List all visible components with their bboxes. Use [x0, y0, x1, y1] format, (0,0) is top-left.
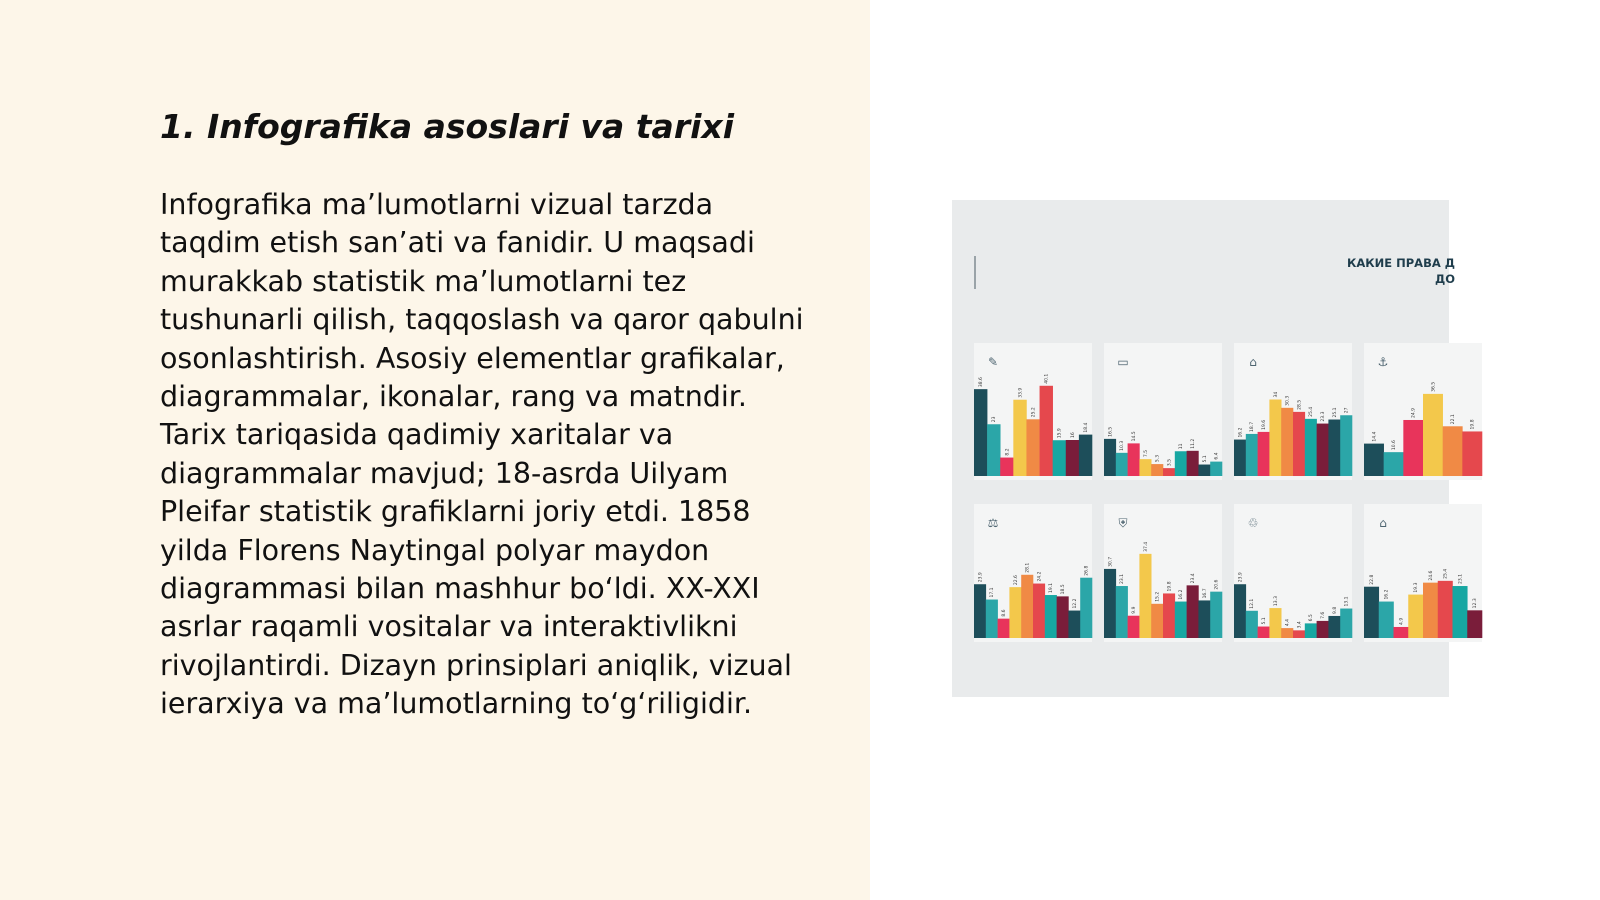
- bar-value-label: 26.8: [1084, 565, 1090, 576]
- infographic-card: [1104, 504, 1222, 642]
- bar-value-label: 25.4: [1443, 568, 1449, 579]
- bar: [1408, 595, 1423, 638]
- bar: [1317, 621, 1329, 638]
- bar: [974, 584, 986, 638]
- bar-value-label: 7.6: [1321, 611, 1326, 619]
- bar: [1187, 451, 1199, 476]
- badge-icon: ▭: [1117, 355, 1129, 369]
- card-bar-chart: [1364, 504, 1482, 642]
- bar-value-label: 9.8: [1332, 606, 1338, 614]
- bar: [1116, 453, 1128, 476]
- bar: [1066, 440, 1079, 476]
- body-line: osonlashtirish. Asosiy elementlar grafikalar,: [160, 341, 785, 375]
- bar: [998, 619, 1010, 638]
- bar: [1281, 408, 1293, 476]
- pension-icon: ⚓: [1377, 355, 1389, 369]
- body-line: diagrammalar, ikonalar, rang va matndir.: [160, 380, 747, 414]
- shield-icon: ⛨: [1118, 516, 1128, 530]
- body-line: asrlar raqamli vositalar va interaktivlikni: [160, 610, 738, 644]
- bar-value-label: 14.4: [1372, 431, 1378, 442]
- infographic-heading-line: КАКИЕ ПРАВА Д: [1346, 256, 1455, 270]
- bar-value-label: 22.1: [1451, 414, 1456, 425]
- bar-value-label: 23: [992, 416, 998, 423]
- bar-value-label: 37.4: [1143, 541, 1149, 552]
- bar-value-label: 13.1: [1344, 596, 1350, 607]
- bar-value-label: 16.5: [1108, 426, 1114, 437]
- bar-value-label: 19.8: [1470, 419, 1476, 430]
- bar: [1187, 585, 1199, 638]
- card-bar-chart: [1104, 343, 1222, 480]
- bar: [1328, 420, 1340, 476]
- bar: [1033, 584, 1045, 638]
- bar-value-label: 6.4: [1214, 452, 1220, 460]
- bar-value-label: 12.2: [1072, 598, 1078, 609]
- bar-value-label: 19.1: [1049, 582, 1055, 594]
- people-icon: ♲: [1247, 516, 1259, 530]
- bar-value-label: 3.4: [1297, 621, 1303, 629]
- blurred-text: [982, 267, 1132, 278]
- bar-value-label: 11: [1179, 443, 1185, 450]
- bar-value-label: 23.4: [1191, 573, 1196, 584]
- body-line: ierarxiya va ma’lumotlarning to‘g‘riligidir.: [160, 687, 753, 721]
- bar-value-label: 20.6: [1214, 579, 1220, 590]
- bar-value-label: 18.7: [1250, 421, 1256, 432]
- bar-value-label: 19.6: [1262, 419, 1267, 430]
- bar: [1234, 584, 1246, 638]
- bar-value-label: 8.6: [1002, 609, 1007, 617]
- bar-value-label: 30.7: [1108, 556, 1114, 567]
- card-bar-chart: [1234, 504, 1352, 642]
- bar: [1104, 569, 1116, 638]
- bar: [1269, 400, 1281, 477]
- bar: [1340, 415, 1352, 476]
- infographic-image: [952, 200, 1479, 697]
- bar: [1045, 595, 1057, 638]
- bar-value-label: 30.3: [1285, 395, 1291, 406]
- blurred-text: [982, 256, 1132, 267]
- bar: [1210, 462, 1222, 476]
- bar: [1013, 400, 1026, 476]
- bar-value-label: 23.9: [1238, 572, 1244, 583]
- bar: [1293, 630, 1305, 638]
- bar: [1258, 432, 1270, 476]
- bar: [1305, 623, 1317, 638]
- card-bar-chart: [1104, 504, 1222, 642]
- card-bar-chart: [1364, 343, 1482, 480]
- body-line: Infografika ma’lumotlarni vizual tarzda: [160, 188, 714, 221]
- bar: [1053, 440, 1066, 476]
- bar: [1384, 452, 1404, 476]
- bar-value-label: 4.4: [1285, 618, 1291, 627]
- bar: [1026, 419, 1039, 476]
- bar: [1328, 616, 1340, 638]
- card-bar-chart: [974, 343, 1092, 480]
- bar-value-label: 22.8: [1369, 574, 1375, 585]
- bar: [1128, 443, 1140, 476]
- bar: [1151, 464, 1163, 476]
- bar: [1258, 627, 1270, 638]
- bar-value-label: 27: [1344, 407, 1350, 414]
- bar: [1128, 616, 1140, 638]
- bar: [1423, 394, 1443, 476]
- body-line: rivojlantirdi. Dizayn prinsiplari aniqlik, vizual: [160, 648, 792, 682]
- infographic-heading-line: ДО: [1434, 272, 1455, 286]
- bar-value-label: 17.1: [990, 587, 996, 598]
- bar-value-label: 5.1: [1202, 455, 1208, 463]
- bar-value-label: 18.5: [1061, 584, 1066, 595]
- bar-value-label: 34: [1273, 391, 1279, 398]
- bar-value-label: 15.2: [1155, 591, 1161, 602]
- bar: [1317, 424, 1329, 476]
- infographic-card: [1104, 343, 1222, 480]
- bar: [1423, 583, 1438, 638]
- infographic-card: [1364, 343, 1482, 480]
- body-line: tushunarli qilish, taqqoslash va qaror qabulni: [160, 303, 804, 337]
- bar: [1443, 426, 1463, 476]
- bar: [1467, 610, 1482, 638]
- bar: [1281, 628, 1293, 638]
- bar: [1080, 578, 1092, 638]
- slide-title: 1. Infografika asoslari va tarixi: [160, 107, 735, 146]
- infographic-card: [1364, 504, 1482, 642]
- bar: [1394, 627, 1409, 638]
- bar-value-label: 3.5: [1167, 458, 1173, 467]
- bar: [1175, 451, 1187, 476]
- bar-value-label: 16: [1070, 432, 1076, 438]
- bar: [1453, 586, 1468, 638]
- bar-value-label: 19.3: [1414, 582, 1420, 593]
- bar: [1462, 431, 1482, 476]
- body-line: murakkab statistik ma’lumotlarni tez: [160, 264, 687, 298]
- bar: [1139, 459, 1151, 476]
- house-icon: ⌂: [1249, 355, 1257, 369]
- body-line: diagrammasi bilan mashhur bo‘ldi. XX-XXI: [160, 572, 760, 606]
- bar-value-label: 28.5: [1297, 399, 1303, 410]
- bar: [1198, 600, 1210, 638]
- bar: [1198, 465, 1210, 476]
- bar-value-label: 33.9: [1018, 387, 1024, 398]
- bar: [1364, 444, 1384, 476]
- bar-value-label: 9.9: [1132, 606, 1137, 614]
- bar-value-label: 22.6: [1013, 575, 1019, 586]
- bar-value-label: 38.6: [979, 377, 985, 388]
- bar-value-label: 12.1: [1250, 598, 1256, 609]
- bar-value-label: 10.6: [1392, 440, 1397, 451]
- scales-icon: ⚖: [987, 516, 999, 530]
- bar: [1057, 596, 1069, 638]
- bar: [1021, 575, 1033, 638]
- bar-value-label: 40.1: [1044, 373, 1050, 384]
- bar: [1438, 581, 1453, 638]
- body-line: diagrammalar mavjud; 18-asrda Uilyam: [160, 456, 729, 490]
- body-line: Tarix tariqasida qadimiy xaritalar va: [160, 418, 674, 452]
- bar: [1379, 602, 1394, 638]
- bar-value-label: 25.2: [1031, 407, 1037, 418]
- bar-value-label: 23.9: [978, 572, 984, 583]
- bar: [1340, 609, 1352, 638]
- bar-value-label: 14.5: [1132, 431, 1137, 442]
- bar: [1079, 435, 1092, 476]
- infographic-card: [974, 343, 1092, 480]
- bar-value-label: 18.4: [1083, 422, 1089, 433]
- bar-value-label: 24.6: [1428, 570, 1434, 581]
- infographic-card: [1234, 504, 1352, 642]
- body-line: Pleifar statistik grafiklarni joriy etdi. 1858: [160, 495, 751, 529]
- bar: [1305, 419, 1317, 476]
- bar-value-label: 5.1: [1262, 617, 1267, 625]
- bar: [1116, 586, 1128, 638]
- bar-value-label: 13.3: [1273, 596, 1279, 607]
- body-line: taqdim etish san’ati va fanidir. U maqsadi: [160, 226, 755, 260]
- bar: [1210, 592, 1222, 638]
- bar: [986, 600, 998, 638]
- bar: [1246, 434, 1258, 476]
- card-bar-chart: [974, 504, 1092, 642]
- blurred-text: [982, 278, 1132, 289]
- bar: [1040, 386, 1053, 476]
- slide-body-text: [160, 186, 850, 724]
- bar: [1175, 602, 1187, 638]
- bar: [1068, 611, 1080, 638]
- bar-value-label: 16.2: [1179, 589, 1185, 600]
- bar-value-label: 8.2: [1005, 448, 1011, 456]
- bar-value-label: 16.7: [1202, 588, 1208, 599]
- card-bar-chart: [1234, 343, 1352, 480]
- bar-value-label: 11.2: [1191, 438, 1196, 449]
- infographic-note: [974, 256, 1132, 289]
- bar-value-label: 19.8: [1167, 581, 1173, 592]
- bar-value-label: 16.2: [1384, 589, 1390, 600]
- bar: [1104, 439, 1116, 476]
- bar: [987, 424, 1000, 476]
- bar: [1364, 587, 1379, 638]
- infographic-card: [974, 504, 1092, 642]
- ballot-icon: ✎: [987, 355, 999, 369]
- infographic-card: [1234, 343, 1352, 480]
- bar-value-label: 28.1: [1025, 562, 1031, 573]
- bar-value-label: 23.1: [1120, 573, 1126, 585]
- bar: [1009, 587, 1021, 638]
- home-icon: ⌂: [1379, 516, 1387, 530]
- bar-value-label: 23.1: [1458, 573, 1464, 585]
- bar: [1000, 458, 1013, 476]
- bar: [1269, 608, 1281, 638]
- bar-value-label: 10.3: [1120, 440, 1126, 451]
- bar: [1163, 468, 1175, 476]
- bar: [1403, 420, 1423, 476]
- bar: [1139, 554, 1151, 638]
- bar-value-label: 15.9: [1057, 428, 1063, 439]
- body-line: yilda Florens Naytingal polyar maydon: [160, 533, 710, 567]
- bar-value-label: 7.5: [1143, 449, 1149, 458]
- bar-value-label: 36.5: [1431, 381, 1437, 392]
- infographic-heading: [1347, 255, 1455, 287]
- bar-value-label: 24.2: [1037, 571, 1043, 582]
- bar-value-label: 25.1: [1332, 407, 1338, 418]
- bar: [1293, 412, 1305, 476]
- bar-value-label: 25.4: [1309, 406, 1315, 417]
- bar-value-label: 16.2: [1238, 427, 1244, 438]
- bar: [1151, 604, 1163, 638]
- bar-value-label: 23.3: [1321, 411, 1326, 422]
- bar-value-label: 24.9: [1411, 407, 1417, 418]
- bar-value-label: 6.5: [1309, 614, 1315, 622]
- bar-value-label: 12.3: [1473, 598, 1479, 609]
- bar: [1246, 611, 1258, 638]
- bar-value-label: 4.9: [1399, 617, 1405, 625]
- bar: [1163, 593, 1175, 638]
- bar: [1234, 440, 1246, 476]
- bar: [974, 389, 987, 476]
- bar-value-label: 5.3: [1155, 454, 1161, 463]
